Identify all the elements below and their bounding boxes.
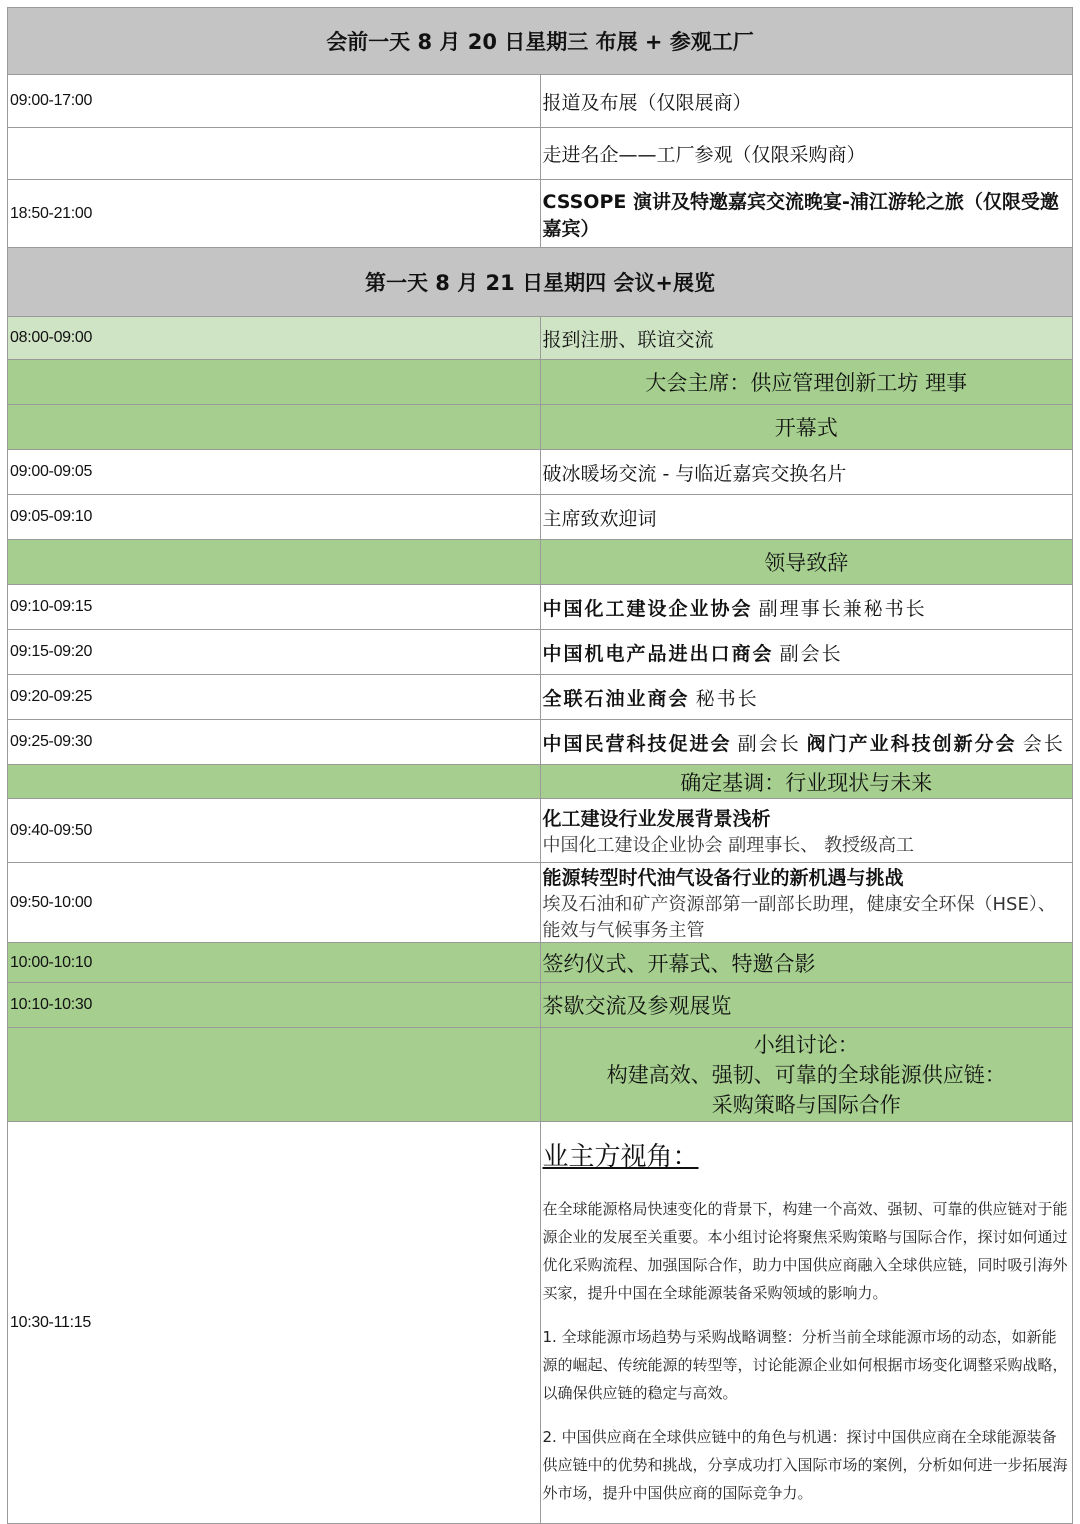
leader-org: 全联石油业商会: [542, 687, 690, 710]
session-time: 09:05-09:10: [8, 495, 541, 540]
agenda-table: [7, 7, 1073, 1524]
signing-time: 10:00-10:10: [8, 943, 541, 983]
chair-title: 大会主席：供应管理创新工坊 理事: [540, 360, 1073, 405]
talk-cell: [540, 863, 1073, 943]
signing-text: 签约仪式、开幕式、特邀合影: [540, 943, 1073, 983]
leader-role: 副理事长兼秘书长: [758, 597, 927, 620]
session-text: 主席致欢迎词: [540, 495, 1073, 540]
leader-time: 09:25-09:30: [8, 720, 541, 765]
day0-header: 会前一天 8 月 20 日星期三 布展 + 参观工厂: [8, 8, 1073, 75]
registration-text: 报到注册、联谊交流: [540, 317, 1073, 360]
leader-time: 09:10-09:15: [8, 585, 541, 630]
talk-title: 化工建设行业发展背景浅析: [542, 808, 771, 830]
keynote-title: 确定基调：行业现状与未来: [540, 765, 1073, 799]
panel-title-line: 采购策略与国际合作: [711, 1092, 901, 1117]
session-time: [8, 128, 541, 180]
leader-role: 副会长: [737, 732, 801, 755]
empty-time: [8, 360, 541, 405]
opening-title: 开幕式: [540, 405, 1073, 450]
session-time: 09:00-17:00: [8, 75, 541, 128]
session-text: 破冰暖场交流 - 与临近嘉宾交换名片: [540, 450, 1073, 495]
empty-time: [8, 540, 541, 585]
panel-title: [540, 1028, 1073, 1122]
panel-body: [540, 1122, 1073, 1524]
leader-time: 09:20-09:25: [8, 675, 541, 720]
leader-org: 阀门产业科技创新分会: [806, 732, 1017, 755]
tea-time: 10:10-10:30: [8, 983, 541, 1028]
panel-intro: 在全球能源格局快速变化的背景下，构建一个高效、强韧、可靠的供应链对于能源企业的发展至关重要。本小组讨论将聚焦采购策略与国际合作，探讨如何通过优化采购流程、加强国际合作，助力中国供应商融入全球供应链，同时吸引海外买家，提升中国在全球能源装备采购领域的影响力。: [542, 1200, 1068, 1302]
leader-time: 09:15-09:20: [8, 630, 541, 675]
tea-text: 茶歇交流及参观展览: [540, 983, 1073, 1028]
registration-time: 08:00-09:00: [8, 317, 541, 360]
talk-time: 09:40-09:50: [8, 799, 541, 863]
talk-speaker: 埃及石油和矿产资源部第一副部长助理，健康安全环保（HSE）、能效与气候事务主管: [542, 894, 1056, 941]
leader-speech: [540, 630, 1073, 675]
leaders-title: 领导致辞: [540, 540, 1073, 585]
panel-point: 2. 中国供应商在全球供应链中的角色与机遇：探讨中国供应商在全球能源装备供应链中的优势和挑战，分享成功打入国际市场的案例，分析如何进一步拓展海外市场，提升中国供应商的国际竞争力。: [542, 1428, 1068, 1502]
panel-title-line: 小组讨论：: [753, 1032, 859, 1057]
leader-org: 中国化工建设企业协会: [542, 597, 753, 620]
session-time: 18:50-21:00: [8, 180, 541, 248]
day1-header: 第一天 8 月 21 日星期四 会议+展览: [8, 248, 1073, 317]
panel-title-line: 构建高效、强韧、可靠的全球能源供应链：: [606, 1062, 1006, 1087]
talk-cell: [540, 799, 1073, 863]
perspective-heading: 业主方视角：: [542, 1142, 699, 1172]
empty-time: [8, 1028, 541, 1122]
panel-point: 1. 全球能源市场趋势与采购战略调整：分析当前全球能源市场的动态，如新能源的崛起、传统能源的转型等，讨论能源企业如何根据市场变化调整采购战略，以确保供应链的稳定与高效。: [542, 1328, 1068, 1402]
leader-org: 中国民营科技促进会: [542, 732, 732, 755]
talk-title: 能源转型时代油气设备行业的新机遇与挑战: [542, 867, 904, 889]
leader-role: 会长: [1022, 732, 1065, 755]
talk-time: 09:50-10:00: [8, 863, 541, 943]
session-time: 09:00-09:05: [8, 450, 541, 495]
talk-speaker: 中国化工建设企业协会 副理事长、 教授级高工: [542, 835, 914, 856]
leader-speech: [540, 720, 1073, 765]
empty-time: [8, 765, 541, 799]
leader-org: 中国机电产品进出口商会: [542, 642, 774, 665]
session-text: 走进名企——工厂参观（仅限采购商）: [540, 128, 1073, 180]
leader-role: 副会长: [779, 642, 843, 665]
session-text: CSSOPE 演讲及特邀嘉宾交流晚宴-浦江游轮之旅（仅限受邀嘉宾）: [540, 180, 1073, 248]
leader-role: 秘书长: [695, 687, 759, 710]
empty-time: [8, 405, 541, 450]
leader-speech: [540, 675, 1073, 720]
leader-speech: [540, 585, 1073, 630]
panel-time: 10:30-11:15: [8, 1122, 541, 1524]
session-text: 报道及布展（仅限展商）: [540, 75, 1073, 128]
